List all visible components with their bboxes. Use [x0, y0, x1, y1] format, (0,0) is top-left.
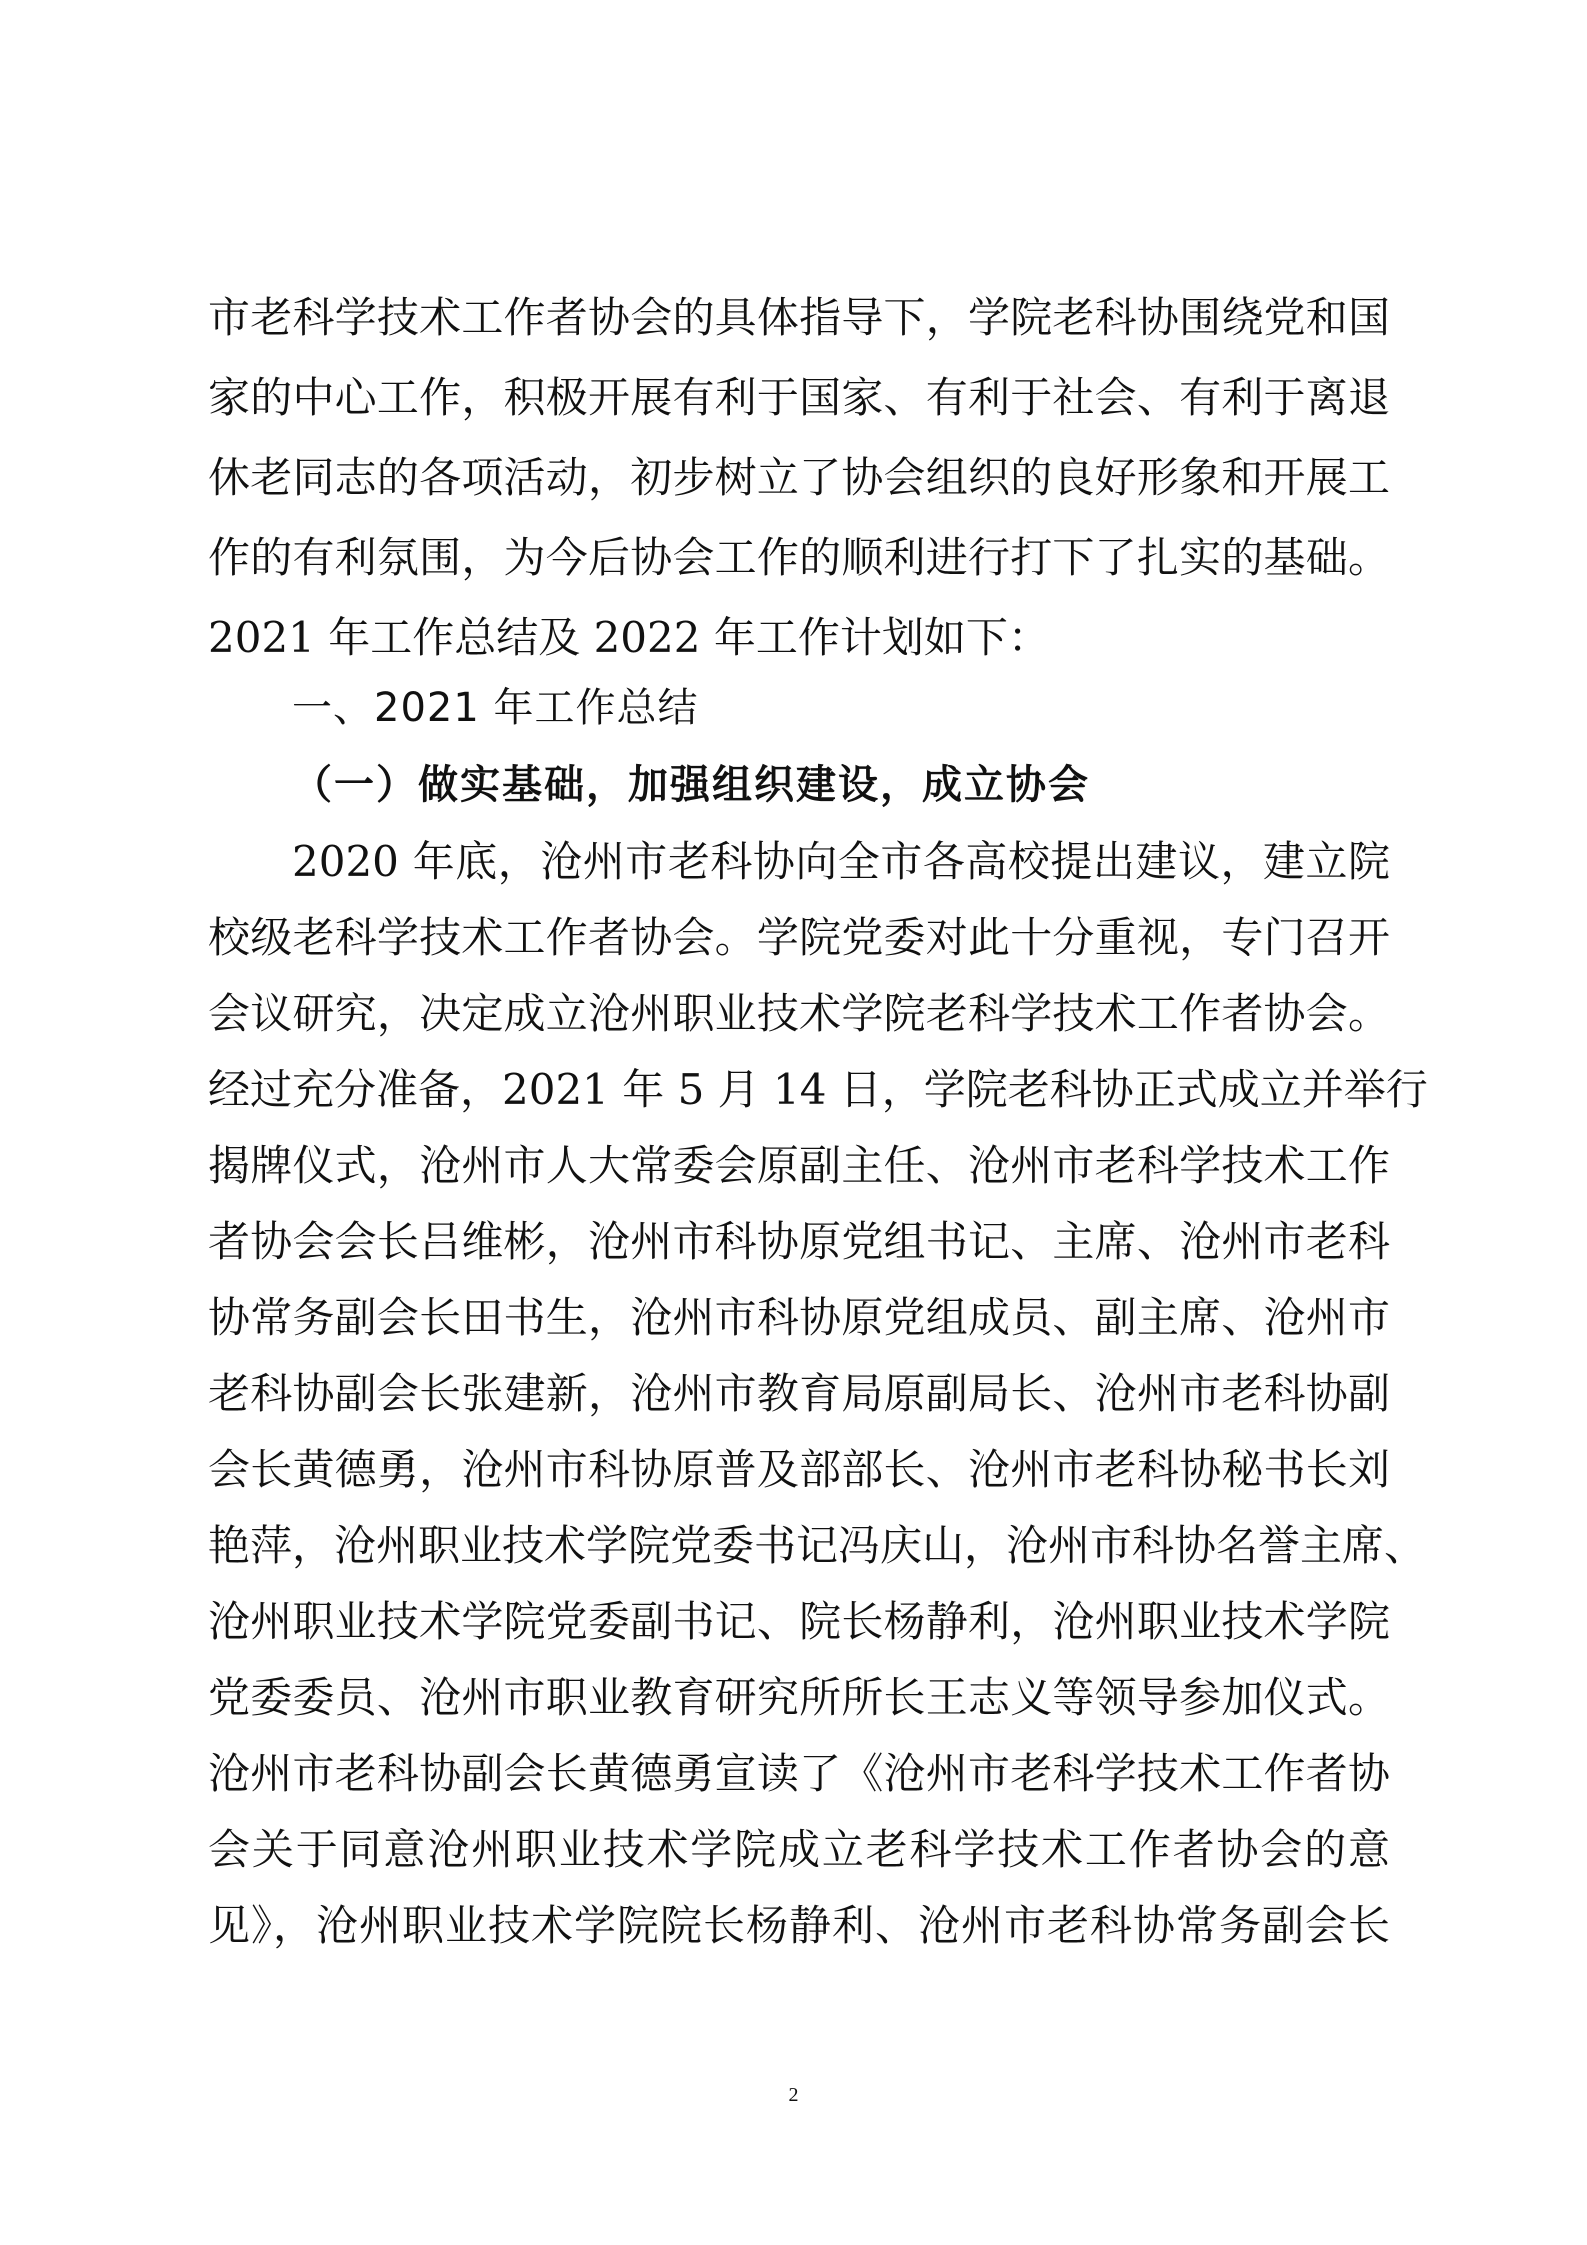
body-line-5: 揭牌仪式，沧州市人大常委会原副主任、沧州市老科学技术工作 [208, 1141, 1390, 1190]
intro-line-4: 作的有利氛围，为今后协会工作的顺利进行打下了扎实的基础。 [208, 533, 1390, 582]
body-line-1: 2020 年底，沧州市老科协向全市各高校提出建议，建立院 [292, 837, 1390, 886]
body-line-2: 校级老科学技术工作者协会。学院党委对此十分重视，专门召开 [208, 913, 1390, 962]
body-line-15: 见》，沧州职业技术学院院长杨静利、沧州市老科协常务副会长 [208, 1901, 1390, 1950]
body-line-6: 者协会会长吕维彬，沧州市科协原党组书记、主席、沧州市老科 [208, 1217, 1390, 1266]
body-line-12: 党委委员、沧州市职业教育研究所所长王志义等领导参加仪式。 [208, 1673, 1390, 1722]
page-number: 2 [788, 2084, 799, 2106]
body-line-8: 老科协副会长张建新，沧州市教育局原副局长、沧州市老科协副 [208, 1369, 1390, 1418]
subsection-heading: （一）做实基础，加强组织建设，成立协会 [292, 762, 1090, 808]
body-line-11: 沧州职业技术学院党委副书记、院长杨静利，沧州职业技术学院 [208, 1597, 1390, 1646]
intro-line-2: 家的中心工作，积极开展有利于国家、有利于社会、有利于离退 [208, 373, 1390, 422]
body-line-9: 会长黄德勇，沧州市科协原普及部部长、沧州市老科协秘书长刘 [208, 1445, 1390, 1494]
body-line-10: 艳萍，沧州职业技术学院党委书记冯庆山，沧州市科协名誉主席、 [208, 1521, 1427, 1570]
intro-line-5: 2021 年工作总结及 2022 年工作计划如下： [208, 613, 1050, 662]
section-heading: 一、2021 年工作总结 [292, 685, 699, 731]
body-line-13: 沧州市老科协副会长黄德勇宣读了《沧州市老科学技术工作者协 [208, 1749, 1390, 1798]
body-line-3: 会议研究，决定成立沧州职业技术学院老科学技术工作者协会。 [208, 989, 1390, 1038]
body-line-7: 协常务副会长田书生，沧州市科协原党组成员、副主席、沧州市 [208, 1293, 1390, 1342]
body-line-14: 会关于同意沧州职业技术学院成立老科学技术工作者协会的意 [208, 1825, 1390, 1874]
intro-line-3: 休老同志的各项活动，初步树立了协会组织的良好形象和开展工 [208, 453, 1390, 502]
intro-line-1: 市老科学技术工作者协会的具体指导下，学院老科协围绕党和国 [208, 293, 1390, 342]
body-line-4: 经过充分准备，2021 年 5 月 14 日，学院老科协正式成立并举行 [208, 1065, 1428, 1114]
